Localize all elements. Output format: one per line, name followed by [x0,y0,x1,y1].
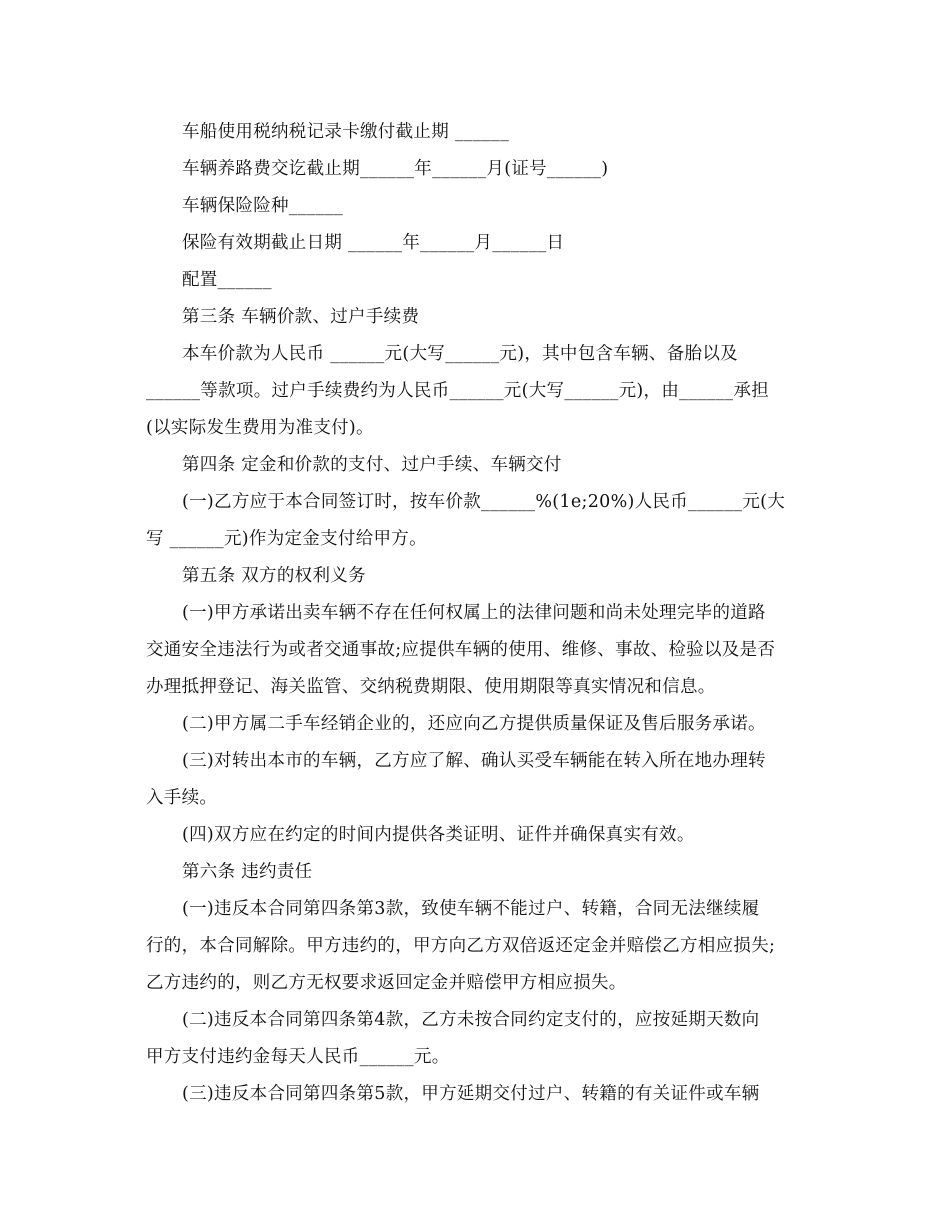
article-6-clause-2-line: (二)违反本合同第四条第4款，乙方未按合同约定支付的，应按延期天数向 [182,1010,760,1030]
article-5-clause-2-line: (二)甲方属二手车经销企业的，还应向乙方提供质量保证及售后服务承诺。 [182,714,766,734]
article-4-paragraph-line: 写 ______元)作为定金支付给甲方。 [146,529,427,549]
insurance-type-line: 车辆保险险种______ [182,196,344,216]
article-4-heading: 第四条 定金和价款的支付、过户手续、车辆交付 [182,455,562,475]
configuration-line: 配置______ [182,270,272,290]
road-fee-deadline-line: 车辆养路费交讫截止期______年______月(证号______) [182,159,609,179]
article-5-clause-3-line: (三)对转出本市的车辆，乙方应了解、确认买受车辆能在转入所在地办理转 [182,751,766,771]
article-6-clause-2-line: 甲方支付违约金每天人民币______元。 [146,1047,450,1067]
article-4-paragraph-line: (一)乙方应于本合同签订时，按车价款______%(1e;20%)人民币______元(大 [182,492,786,512]
article-5-clause-1-line: (一)甲方承诺出卖车辆不存在任何权属上的法律问题和尚未处理完毕的道路 [182,603,766,623]
article-5-heading: 第五条 双方的权利义务 [182,566,366,586]
insurance-expiry-line: 保险有效期截止日期 ______年______月______日 [182,233,565,253]
article-6-clause-1-line: 行的，本合同解除。甲方违约的，甲方向乙方双倍返还定金并赔偿乙方相应损失; [146,936,776,956]
article-6-clause-3-line: (三)违反本合同第四条第5款，甲方延期交付过户、转籍的有关证件或车辆 [182,1084,760,1104]
article-6-clause-1-line: (一)违反本合同第四条第3款，致使车辆不能过户、转籍，合同无法继续履 [182,899,760,919]
article-5-clause-1-line: 交通安全违法行为或者交通事故;应提供车辆的使用、维修、事故、检验以及是否 [146,640,776,660]
article-5-clause-3-line: 入手续。 [146,788,218,808]
article-3-heading: 第三条 车辆价款、过户手续费 [182,307,420,327]
article-5-clause-1-line: 办理抵押登记、海关监管、交纳税费期限、使用期限等真实情况和信息。 [146,677,716,697]
vehicle-tax-deadline-line: 车船使用税纳税记录卡缴付截止期 ______ [182,122,510,142]
article-3-paragraph-line: (以实际发生费用为准支付)。 [146,418,374,438]
article-6-heading: 第六条 违约责任 [182,862,313,882]
article-5-clause-4-line: (四)双方应在约定的时间内提供各类证明、证件并确保真实有效。 [182,825,695,845]
article-6-clause-1-line: 乙方违约的，则乙方无权要求返回定金并赔偿甲方相应损失。 [146,973,627,993]
article-3-paragraph-line: 本车价款为人民币 ______元(大写______元)，其中包含车辆、备胎以及 [182,344,738,364]
article-3-paragraph-line: ______等款项。过户手续费约为人民币______元(大写______元)，由______承担 [146,381,770,401]
